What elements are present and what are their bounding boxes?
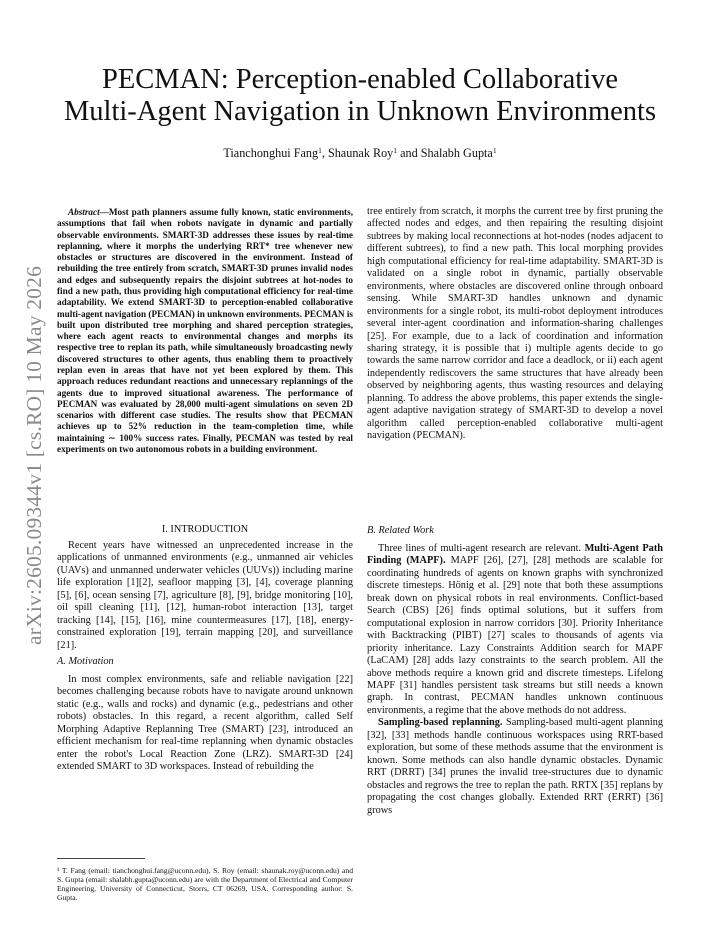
- section-heading-introduction: I. INTRODUCTION: [161, 524, 249, 535]
- affiliation-marker: 1: [318, 146, 322, 155]
- intro-paragraph: [57, 540, 353, 652]
- abstract-text: Most path planners assume fully known, static environments, assumptions that fail when robots navigate in dynamic and partially observable environments. SMART-3D addresses these issues by real-time replanning, where it morphs the underlying RRT* tree whenever new obstacles or structures are discovered in the environment. Instead of rebuilding the tree entirely from scratch, SMART-3D prunes invalid nodes and edges and subsequently repairs the disjoint subtrees at hot-nodes to find a new path, thus providing high computational efficiency for real-time adaptability. We extend SMART-3D to perception-enabled collaborative multi-agent navigation (PECMAN) in unknown environments. PECMAN is built upon distributed tree morphing and shared perception strategies, where each agent reacts to environmental changes and morphs its respective tree to replan its path, while simultaneously broadcasting newly discovered structures to other agents, thus enabling them to proactively replan even in areas that have not yet been explored by them. This approach reduces redundant reactions and unnecessary replannings of the agents due to improved situational awareness. The performance of PECMAN was evaluated by 28,000 multi-agent simulations on seven 2D scenarios with different case studies. The results show that PECMAN achieves up to 52% reduction in the team-completion time, while maintaining ∼ 100% success rates. Finally, PECMAN was tested by real experiments on two autonomous robots in a building environment.: [57, 207, 353, 454]
- author-separator: and: [397, 146, 421, 160]
- abstract: [57, 207, 353, 455]
- affiliation-marker: 1: [393, 146, 398, 155]
- title-line-2: Multi-Agent Navigation in Unknown Environments: [63, 96, 657, 127]
- author-3: Shalabh Gupta: [420, 146, 493, 160]
- mapf-label: Multi-Agent Path Finding (MAPF).: [367, 543, 663, 567]
- author-2: Shaunak Roy: [327, 146, 394, 160]
- right-column-continuation: [367, 206, 663, 443]
- author-separator: ,: [321, 146, 328, 160]
- related-paragraph-2: [367, 717, 663, 817]
- footnote-rule: [57, 858, 145, 859]
- arxiv-sidebar-stamp: arXiv:2605.09344v1 [cs.RO] 10 May 2026: [22, 265, 46, 645]
- author-1: Tianchonghui Fang: [223, 146, 319, 160]
- paper-title: [60, 64, 660, 128]
- abstract-label: Abstract: [68, 207, 100, 217]
- subsection-heading-related-work: B. Related Work: [367, 525, 434, 536]
- abstract-dash: —: [99, 207, 109, 217]
- related-sampling-text: Sampling-based multi-agent planning [32], [33] methods handle continuous workspaces using RRT-based exploration, but some of these methods assume that the environment is known. Some methods can also handle dynamic obstacles. Dynamic RRT (DRRT) [34] prunes the invalid tree-structures due to dynamic obstacles and regrows the tree to replan the path. RRTX [35] replans by propagating the cost changes globally. Extended RRT (ERRT) [36] grows: [367, 717, 663, 816]
- title-line-1: PECMAN: Perception-enabled Collaborative: [101, 64, 619, 95]
- related-work-body: [367, 543, 663, 817]
- motivation-text: In most complex environments, safe and reliable navigation [22] becomes challenging because robots have to navigate around unknown static (e.g., walls and rocks) and dynamic (e.g., pedestrians and other robots) obstacles. In this regard, a recent algorithm, called Self Morphing Adaptive Replanning Tree (SMART) [23], introduced an efficient mechanism for real-time replanning when dynamic obstacles enter the robot's Local Reaction Zone (LRZ). SMART-3D [24] extended SMART to 3D workspaces. Instead of rebuilding the: [57, 674, 353, 773]
- sampling-replanning-label: Sampling-based replanning.: [378, 717, 503, 729]
- intro-text: Recent years have witnessed an unprecedented increase in the applications of unmanned environments (e.g., unmanned air vehicles (UAVs) and unmanned underwater vehicles (UUVs)) including marine life exploration [1][2], seafloor mapping [3], [4], coverage planning [5], [6], ocean sensing [7], agriculture [8], [9], bridge monitoring [10], oil spill cleaning [11], [12], human-robot interaction [13], target tracking [14], [15], [16], mine countermeasures [17], [18], energy-constrained exploration [19], terrain mapping [20], and surveillance [21].: [57, 540, 353, 651]
- continuation-text: tree entirely from scratch, it morphs the current tree by first pruning the affected nodes and edges, and then repairing the resulting disjoint subtrees by making local reconnections at hot-nodes (nodes adjacent to different subtrees), to find a new path. This local morphing provides high computational efficiency for real-time adaptability. SMART-3D is validated on a single robot in dynamic, partially observable environments, where obstacles are discovered online through onboard sensing. While SMART-3D handles unknown and dynamic environments for a single robot, its multi-robot deployment introduces several inter-agent coordination and information-sharing challenges [25]. For example, due to a lack of coordination and information sharing strategy, it is possible that i) multiple agents decide to go towards the same narrow corridor and face a deadlock, or ii) each agent independently rediscovers the same structures that have already been observed by neighboring agents, thus wasting resources and delaying planning. To address the above problems, this paper extends the single-agent adaptive navigation strategy of SMART-3D to develop a novel algorithm called perception-enabled collaborative multi-agent navigation (PECMAN).: [367, 206, 663, 442]
- related-paragraph-1: [367, 543, 663, 717]
- related-mapf-text: MAPF [26], [27], [28] methods are scalable for coordinating hundreds of agents on known graphs with synchronized discrete timesteps. Hönig et al. [29] note that both these assumptions break down on physical robots in real environments. Conflict-based Search (CBS) [26] finds optimal solutions, but it suffers from computational explosion in narrow corridors [30]. Priority Inheritance with Backtracking (PIBT) [27] scales to thousands of agents via priority inheritance. Lazy Constraints Addition search for MAPF (LaCAM) [28] adds lazy constraints to the search problem. All the above methods require a known grid and discrete timesteps. Lifelong MAPF [31] handles persistent task streams but still needs a known graph. In contrast, PECMAN handles unknown continuous environments, a regime that the above methods do not address.: [367, 555, 663, 716]
- affiliation-marker: 1: [492, 146, 497, 155]
- footnote: ¹ T. Fang (email: tianchonghui.fang@uconn.edu), S. Roy (email: shaunak.roy@uconn.edu) and S. Gupta (email: shalabh.gupta@uconn.edu) are with the Department of Electrical and Computer Engineering, University of Connecticut, Storrs, CT 06269, USA. Corresponding author: S. Gupta.: [57, 866, 353, 903]
- author-list: [60, 146, 660, 161]
- related-intro-text: Three lines of multi-agent research are relevant.: [378, 543, 582, 554]
- subsection-heading-motivation: A. Motivation: [57, 656, 114, 667]
- motivation-paragraph: [57, 674, 353, 774]
